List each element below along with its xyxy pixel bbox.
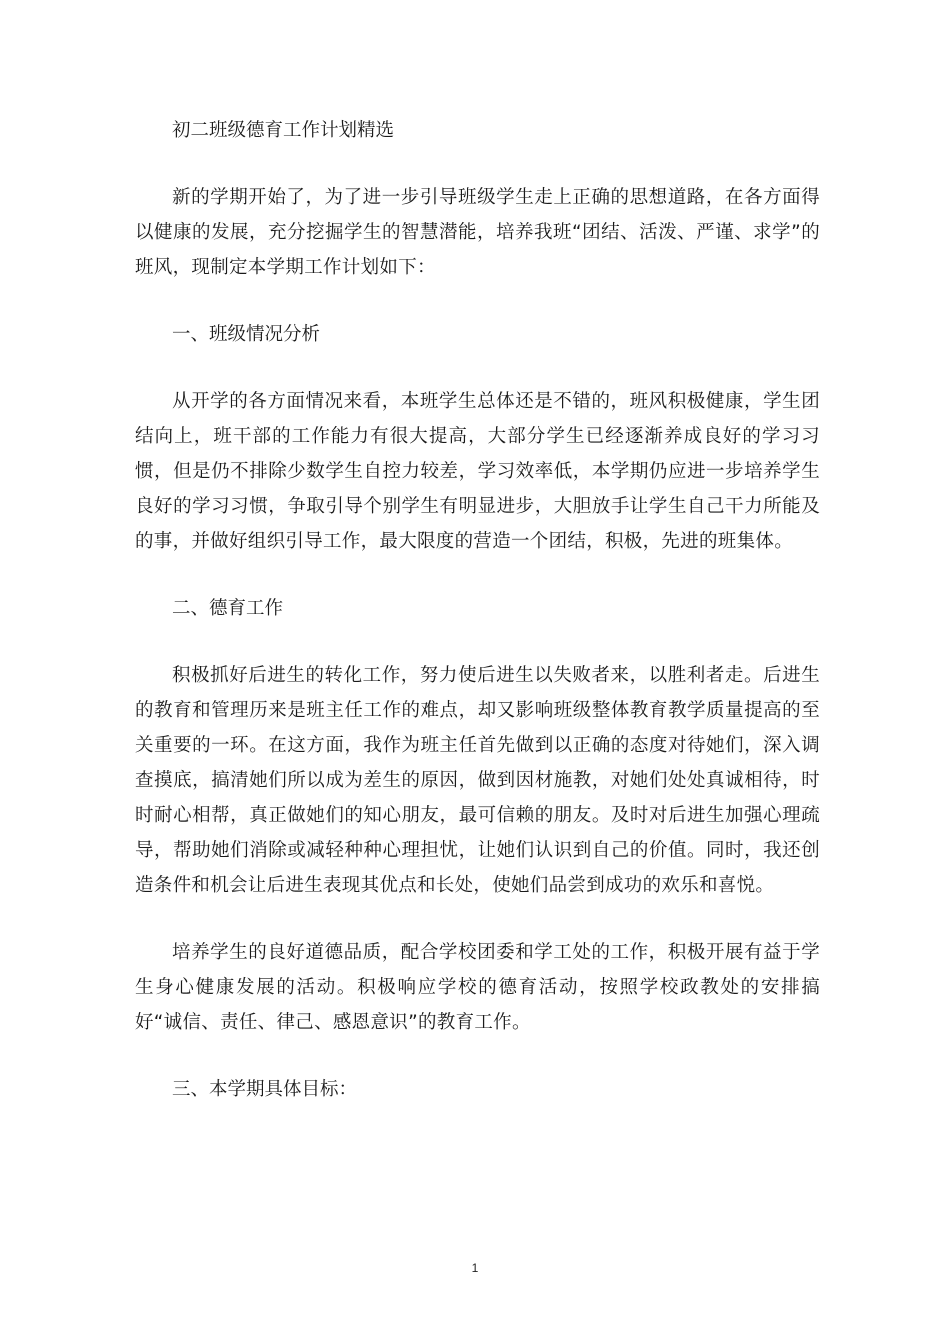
spacer bbox=[135, 903, 820, 935]
intro-paragraph: 新的学期开始了，为了进一步引导班级学生走上正确的思想道路，在各方面得以健康的发展，充分挖掘学生的智慧潜能，培养我班“团结、活泼、严谨、求学”的班风，现制定本学期工作计划如下： bbox=[135, 187, 820, 278]
spacer bbox=[135, 626, 820, 658]
section-heading-1: 一、班级情况分析 bbox=[172, 324, 321, 345]
spacer bbox=[135, 285, 820, 317]
section-heading-2: 二、德育工作 bbox=[172, 598, 284, 619]
section-2-paragraph-1: 积极抓好后进生的转化工作，努力使后进生以失败者来，以胜利者走。后进生的教育和管理历来是班主任工作的难点，却又影响班级整体教育教学质量提高的至关重要的一环。在这方面，我作为班主任首先做到以正确的态度对待她们，深入调查摸底，搞清她们所以成为差生的原因，做到因材施教，对她们处处真诚相待，时时耐心相帮，真正做她们的知心朋友，最可信赖的朋友。及时对后进生加强心理疏导，帮助她们消除或减轻种种心理担忧，让她们认识到自己的价值。同时，我还创造条件和机会让后进生表现其优点和长处，使她们品尝到成功的欢乐和喜悦。 bbox=[135, 665, 820, 896]
section-heading-3: 三、本学期具体目标： bbox=[172, 1079, 358, 1100]
document-body bbox=[135, 113, 820, 1107]
page-number: 1 bbox=[471, 1261, 479, 1275]
spacer bbox=[135, 352, 820, 384]
section-1-paragraph-1: 从开学的各方面情况来看，本班学生总体还是不错的，班风积极健康，学生团结向上，班干部的工作能力有很大提高，大部分学生已经逐渐养成良好的学习习惯，但是仍不排除少数学生自控力较差，学习效率低，本学期仍应进一步培养学生良好的学习习惯，争取引导个别学生有明显进步，大胆放手让学生自己干力所能及的事，并做好组织引导工作，最大限度的营造一个团结，积极，先进的班集体。 bbox=[135, 391, 820, 552]
spacer bbox=[135, 148, 820, 180]
spacer bbox=[135, 1040, 820, 1072]
document-title: 初二班级德育工作计划精选 bbox=[172, 120, 395, 141]
section-2-paragraph-2: 培养学生的良好道德品质，配合学校团委和学工处的工作，积极开展有益于学生身心健康发展的活动。积极响应学校的德育活动，按照学校政教处的安排搞好“诚信、责任、律己、感恩意识”的教育工作。 bbox=[135, 942, 820, 1033]
spacer bbox=[135, 559, 820, 591]
